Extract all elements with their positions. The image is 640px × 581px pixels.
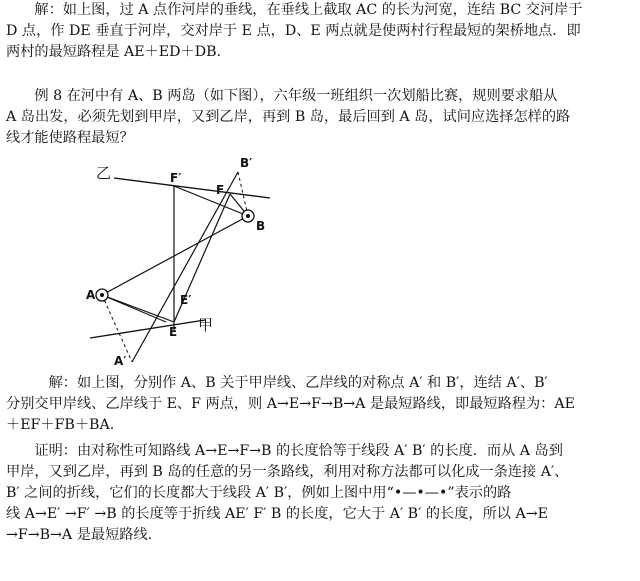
point-e-label: E	[169, 325, 178, 339]
segment-a-prime-b-prime	[132, 172, 238, 362]
text-line: 证明：由对称性可知路线 A→E→F→B 的长度恰等于线段 A′ B′ 的长度．而从 A 岛到	[6, 443, 563, 459]
point-b-prime-label: B′	[240, 156, 253, 170]
point-e-prime-label: E′	[180, 293, 192, 307]
river-islands-diagram	[70, 150, 310, 372]
point-a-label: A	[86, 288, 96, 302]
text-line: 两村的最短路程是 AE＋ED＋DB.	[6, 44, 222, 60]
bank-jia-label: 甲	[198, 316, 214, 334]
text-line: 分别交甲岸线、乙岸线于 E、F 两点，则 A→E→F→B→A 是最短路线，即最短路程为：AE	[6, 396, 575, 412]
text-line: →F→B→A 是最短路线.	[6, 527, 153, 543]
bank-yi-line	[114, 178, 270, 198]
example-8-problem	[6, 86, 634, 149]
text-line: 线才能使路程最短？	[6, 130, 134, 146]
island-a-dot	[100, 293, 104, 297]
text-line: 甲岸，又到乙岸，再到 B 岛的任意的另一条路线，利用对称方法都可以化成一条连接 A′、	[6, 464, 569, 480]
text-line: 例 8 在河中有 A、B 两岛（如下图），六年级一班组织一次划船比赛，规则要求船从	[6, 88, 558, 104]
solution-paragraph-1	[6, 0, 634, 63]
segment-a-e-prime	[102, 295, 166, 322]
point-b-label: B	[256, 219, 266, 233]
text-line: A 岛出发，必须先划到甲岸，又到乙岸，再到 B 岛，最后回到 A 岛，试问应选择怎样的路	[6, 109, 571, 125]
example-8-solution	[6, 373, 634, 436]
point-f-prime-label: F′	[170, 171, 182, 185]
text-line: 解：如上图，过 A 点作河岸的垂线，在垂线上截取 AC 的长为河宽，连结 BC 交河岸于	[6, 2, 583, 18]
text-line: D 点，作 DE 垂直于河岸，交对岸于 E 点，D、E 两点就是使两村行程最短的架桥地点．即	[6, 23, 581, 39]
point-a-prime-label: A′	[114, 354, 127, 368]
text-line: B′ 之间的折线，它们的长度都大于线段 A′ B′，例如上图中用“•—•—•”表示的路	[6, 485, 512, 501]
bank-yi-label: 乙	[96, 164, 112, 182]
point-f-label: F	[216, 183, 225, 197]
island-b-dot	[246, 214, 250, 218]
text-line: 线 A→E′ →F′ →B 的长度等于折线 AE′ F′ B 的长度，它大于 A′ B′ 的长度，所以 A→E	[6, 506, 548, 522]
text-line: ＋EF＋FB＋BA.	[6, 417, 115, 433]
text-line: 解：如上图，分别作 A、B 关于甲岸线、乙岸线的对称点 A′ 和 B′，连结 A′、B′	[6, 375, 548, 391]
example-8-proof	[6, 441, 634, 546]
segment-a-b	[102, 216, 248, 295]
